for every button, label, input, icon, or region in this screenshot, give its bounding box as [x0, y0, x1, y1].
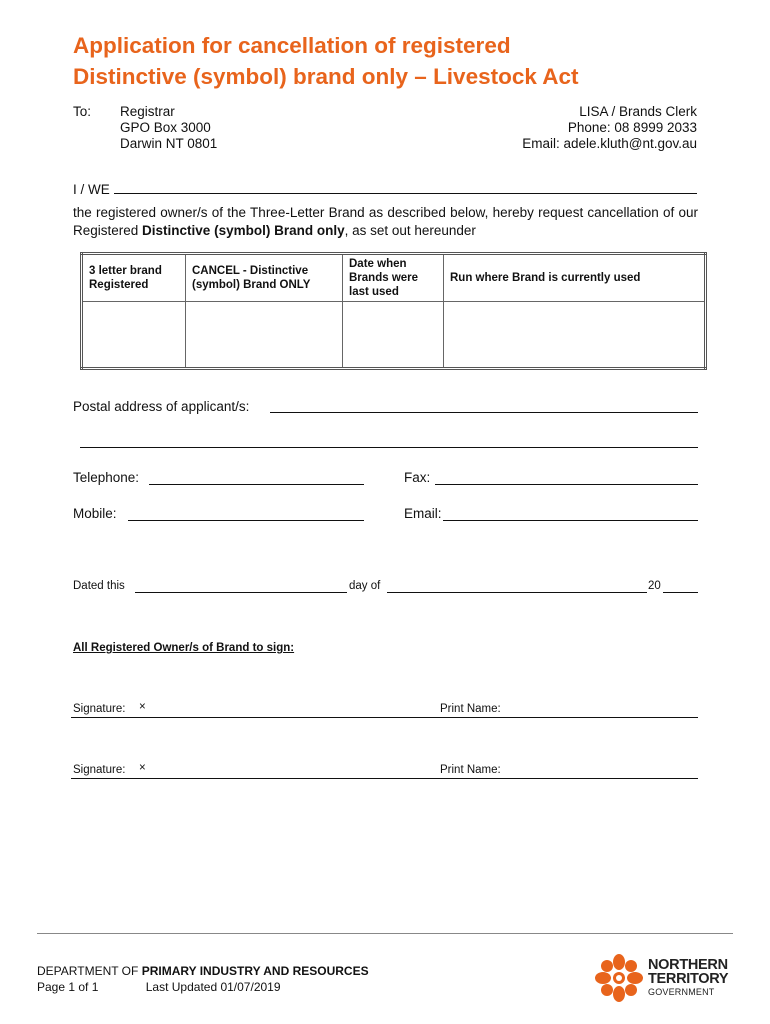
print-name-label: Print Name:: [440, 764, 501, 776]
footer-divider: [37, 933, 733, 934]
declaration-paragraph: [73, 204, 698, 240]
contact-name: LISA / Brands Clerk: [579, 104, 697, 119]
telephone-field[interactable]: [149, 484, 364, 485]
nt-government-logo: [593, 952, 743, 1004]
dated-this-label: Dated this: [73, 580, 125, 592]
department-bold: PRIMARY INDUSTRY AND RESOURCES: [141, 964, 369, 978]
applicant-name-field[interactable]: [114, 181, 697, 194]
logo-government: GOVERNMENT: [648, 987, 715, 997]
day-field[interactable]: [135, 592, 347, 593]
header-date-last-used: Date when Brands were last used: [343, 254, 444, 302]
fax-label: Fax:: [404, 470, 431, 485]
brand-cell-input[interactable]: [82, 302, 186, 369]
address-line: Darwin NT 0801: [120, 136, 218, 151]
logo-territory: TERRITORY: [648, 971, 729, 987]
to-label: To:: [73, 104, 92, 119]
signatures-heading: All Registered Owner/s of Brand to sign:: [73, 642, 295, 654]
registrar-address: [120, 104, 217, 152]
telephone-label: Telephone:: [73, 470, 140, 485]
signature-line-1[interactable]: [71, 717, 698, 718]
table-header-row: [82, 254, 706, 302]
month-field[interactable]: [387, 592, 647, 593]
year-prefix: 20: [648, 580, 661, 592]
signature-mark-icon: ×: [139, 762, 146, 774]
footer-meta: [37, 980, 281, 994]
table-row: [82, 302, 706, 369]
print-name-label: Print Name:: [440, 703, 501, 715]
department-prefix: DEPARTMENT OF: [37, 964, 142, 978]
header-3-letter-brand: 3 letter brand Registered: [82, 254, 186, 302]
postal-address-field-2[interactable]: [80, 447, 698, 448]
signature-line-2[interactable]: [71, 778, 698, 779]
contact-email: Email: adele.kluth@nt.gov.au: [522, 136, 697, 151]
mobile-field[interactable]: [128, 520, 364, 521]
fax-field[interactable]: [435, 484, 698, 485]
brand-table: [80, 252, 707, 370]
header-cancel-brand: CANCEL - Distinctive (symbol) Brand ONLY: [186, 254, 343, 302]
declaration-text-bold: Distinctive (symbol) Brand only: [142, 223, 345, 238]
email-label: Email:: [404, 506, 442, 521]
postal-address-field[interactable]: [270, 412, 698, 413]
signature-label: Signature:: [73, 703, 126, 715]
declaration-text-2: , as set out hereunder: [344, 223, 476, 238]
mobile-label: Mobile:: [73, 506, 117, 521]
email-field[interactable]: [443, 520, 698, 521]
title-line-1: Application for cancellation of registered: [73, 33, 511, 58]
date-cell-input[interactable]: [343, 302, 444, 369]
header-run-location: Run where Brand is currently used: [444, 254, 706, 302]
nt-flower-icon: [593, 952, 645, 1004]
contact-phone: Phone: 08 8999 2033: [567, 120, 697, 135]
signature-mark-icon: ×: [139, 701, 146, 713]
applicant-name-row: [73, 181, 698, 197]
logo-northern: NORTHERN: [648, 957, 728, 973]
page-number: Page 1 of 1: [37, 980, 99, 994]
department-name: [37, 964, 369, 978]
address-line: Registrar: [120, 104, 175, 119]
run-cell-input[interactable]: [444, 302, 706, 369]
iwe-label: I / WE: [73, 182, 110, 197]
address-line: GPO Box 3000: [120, 120, 211, 135]
title-line-2: Distinctive (symbol) brand only – Livestock Act: [73, 64, 579, 89]
year-field[interactable]: [663, 592, 698, 593]
cancel-cell-input[interactable]: [186, 302, 343, 369]
day-of-label: day of: [349, 580, 381, 592]
contact-block: [522, 104, 697, 152]
postal-label: Postal address of applicant/s:: [73, 399, 250, 414]
document-title: [73, 30, 713, 92]
declaration-text-1: the registered owner/s of the Three-Letter Brand as described below, hereby request cancellation of our Registered: [73, 205, 698, 238]
signature-label: Signature:: [73, 764, 126, 776]
last-updated: Last Updated 01/07/2019: [145, 980, 281, 994]
